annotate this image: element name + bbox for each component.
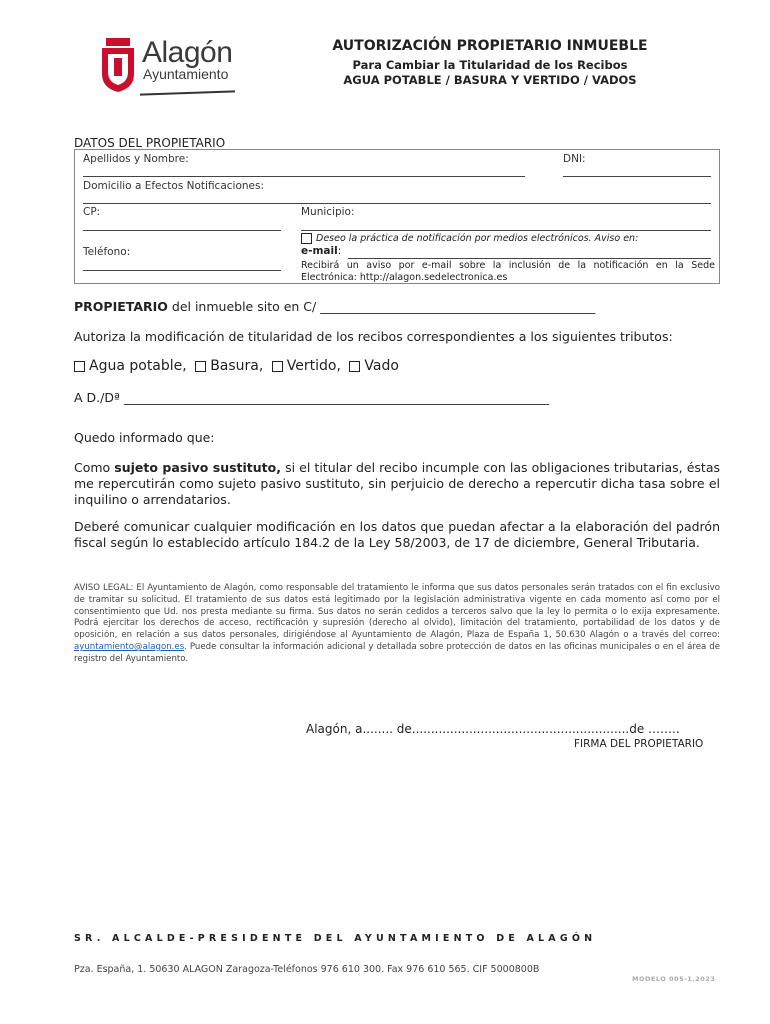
municipio-label: Municipio: — [301, 206, 355, 218]
legal-email-link[interactable]: ayuntamiento@alagon.es — [74, 641, 185, 652]
dumping-checkbox[interactable] — [272, 361, 283, 372]
property-address-line[interactable]: del inmueble sito en C/ ____________________________________________ — [167, 299, 596, 314]
phone-label: Teléfono: — [83, 246, 131, 258]
p1-start: Como — [74, 460, 115, 475]
tax-options — [74, 358, 399, 374]
address-label: Domicilio a Efectos Notificaciones: — [83, 180, 264, 192]
paragraph-substitute — [74, 460, 720, 508]
date-line[interactable]: Alagón, a........ de.........................................................de …….. — [306, 722, 680, 736]
owner-word: PROPIETARIO — [74, 299, 168, 314]
municipio-field[interactable] — [301, 230, 711, 231]
form-subtitle-1: Para Cambiar la Titularidad de los Recibos — [352, 58, 628, 72]
tax-option-dumping[interactable] — [272, 358, 341, 374]
email-label: e-mail — [301, 245, 338, 257]
phone-field[interactable] — [83, 270, 281, 271]
garbage-checkbox[interactable] — [195, 361, 206, 372]
electronic-notification-checkbox[interactable] — [301, 233, 312, 244]
electronic-notification-option[interactable] — [301, 233, 638, 244]
name-field[interactable] — [83, 176, 525, 177]
legal-text-a: AVISO LEGAL: El Ayuntamiento de Alagón, como responsable del tratamiento le informa que sus datos personales serán tratados con el fin exclusivo de tramitar su solicitud. El tratamiento de sus datos está legitimado por la legislación administrativa vigente en cada momento así como por el consentimiento que Ud. nos presta mediante su firma. Sus datos no serán cedidos a terceros salvo que la ley lo permita o lo exija expresamente. Podrá ejercitar los derechos de acceso, rectificación y supresión (derecho al olvido), limitación del tratamiento, portabilidad de los datos y de oposición, en relación a sus datos personales, dirigiéndose al Ayuntamiento de Alagón, Plaza de España 1, 50.630 Alagón o a través del correo: — [74, 583, 720, 641]
tax-option-water[interactable] — [74, 358, 187, 374]
cp-field[interactable] — [83, 230, 281, 231]
owner-data-box — [74, 149, 720, 284]
paragraph-communicate: Deberé comunicar cualquier modificación en los datos que puedan afectar a la elaboración del padrón fiscal según lo establecido artículo 184.2 de la Ley 58/2003, de 17 de diciembre, General Tributaria. — [74, 519, 720, 550]
coat-of-arms-icon — [98, 36, 138, 94]
email-separator: : — [337, 245, 342, 257]
email-note: Recibirá un aviso por e-mail sobre la inclusión de la notificación en la Sede Electrónica: http://alagon.sedelectronica.es — [301, 260, 715, 283]
logo-name: Alagón — [142, 36, 233, 69]
electronic-notification-label: Deseo la práctica de notificación por medios electrónicos. Aviso en: — [316, 233, 639, 244]
form-subtitle-2: AGUA POTABLE / BASURA Y VERTIDO / VADOS — [343, 73, 637, 87]
dni-field[interactable] — [563, 176, 711, 177]
logo-subtitle: Ayuntamiento — [143, 66, 229, 82]
legal-notice — [74, 583, 720, 666]
email-field[interactable] — [348, 258, 711, 259]
property-line — [74, 299, 595, 314]
vado-label: Vado — [364, 358, 399, 374]
address-field[interactable] — [83, 203, 711, 204]
informed-text: Quedo informado que: — [74, 430, 215, 445]
owner-section-title: DATOS DEL PROPIETARIO — [74, 136, 226, 150]
footer-address: Pza. España, 1. 50630 ALAGON Zaragoza-Teléfonos 976 610 300. Fax 976 610 565. CIF 5000800B — [74, 964, 540, 975]
p1-bold: sujeto pasivo sustituto, — [114, 460, 281, 475]
dni-label: DNI: — [563, 153, 586, 165]
cp-label: CP: — [83, 206, 101, 218]
form-title: AUTORIZACIÓN PROPIETARIO INMUEBLE — [332, 38, 648, 54]
name-label: Apellidos y Nombre: — [83, 153, 189, 165]
model-number: MODELO 005-1.2023 — [632, 975, 716, 983]
logo-underline — [140, 90, 235, 95]
authorizes-text: Autoriza la modificación de titularidad de los recibos correspondientes a los siguientes tributos: — [74, 329, 673, 344]
email-row — [301, 245, 341, 257]
p1-end: si el titular del recibo incumple con las obligaciones tributarias, éstas me repercutirán como sujeto pasivo sustituto, sin perjuicio de derecho a repercutir dicha tasa sobre el inquilino o arrendatarios. — [74, 460, 720, 507]
vado-checkbox[interactable] — [349, 361, 360, 372]
water-checkbox[interactable] — [74, 361, 85, 372]
alagon-logo — [98, 36, 238, 98]
signature-label: FIRMA DEL PROPIETARIO — [574, 738, 704, 750]
ad-line[interactable]: A D./Dª ____________________________________________________________________ — [74, 390, 549, 405]
tax-option-vado[interactable] — [349, 358, 399, 374]
garbage-label: Basura, — [210, 358, 264, 374]
legal-text-b: . Puede consultar la información adicional y detallada sobre protección de datos en las oficinas municipales o en el área de registro del Ayuntamiento. — [74, 641, 720, 664]
dumping-label: Vertido, — [286, 358, 341, 374]
water-label: Agua potable, — [89, 358, 187, 374]
recipient: SR. ALCALDE-PRESIDENTE DEL AYUNTAMIENTO DE ALAGÓN — [74, 933, 597, 944]
tax-option-garbage[interactable] — [195, 358, 263, 374]
